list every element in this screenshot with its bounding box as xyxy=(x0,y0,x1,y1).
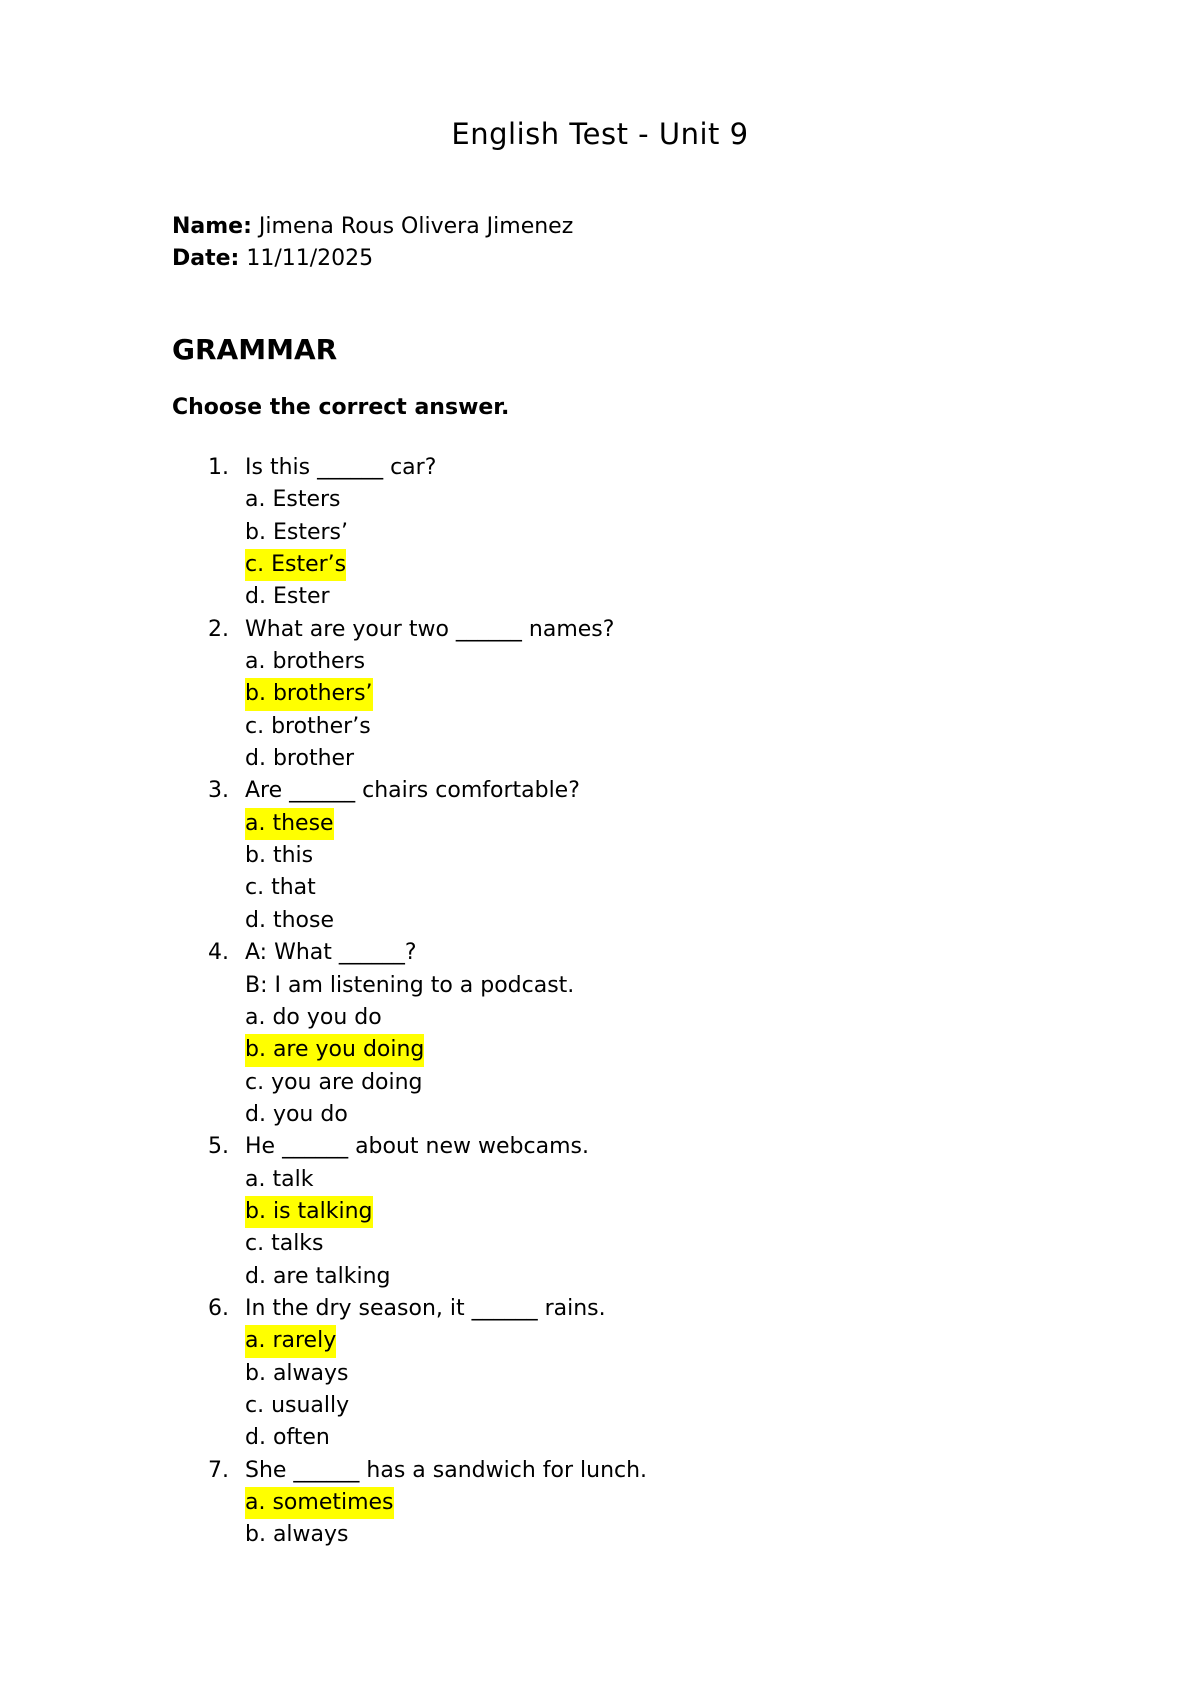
question-line xyxy=(172,614,1072,646)
question-text: Are ______ chairs comfortable? xyxy=(245,778,580,804)
question-line xyxy=(172,1131,1072,1163)
highlighted-answer-option: a. these xyxy=(245,808,334,840)
highlighted-answer-option: b. are you doing xyxy=(245,1034,424,1066)
answer-option-row xyxy=(172,1261,1072,1293)
answer-option-row xyxy=(172,872,1072,904)
answer-option: c. you are doing xyxy=(245,1069,423,1095)
answer-option-row xyxy=(172,1196,1072,1228)
page-title: English Test - Unit 9 xyxy=(451,117,749,151)
answer-option-row xyxy=(172,1358,1072,1390)
answer-option-row xyxy=(172,1519,1072,1551)
question-number: 3. xyxy=(208,778,229,804)
answer-option: a. do you do xyxy=(245,1004,382,1030)
answer-option: a. talk xyxy=(245,1166,314,1192)
answer-option-row xyxy=(172,1487,1072,1519)
name-label: Name: xyxy=(172,214,252,239)
question-number: 5. xyxy=(208,1134,229,1160)
highlighted-answer-option: c. Ester’s xyxy=(245,549,346,581)
question-number: 4. xyxy=(208,940,229,966)
answer-option: d. often xyxy=(245,1425,330,1451)
question-item xyxy=(172,937,1072,1131)
question-text: What are your two ______ names? xyxy=(245,616,615,642)
question-text: Is this ______ car? xyxy=(245,455,437,480)
question-item xyxy=(172,1293,1072,1455)
question-item xyxy=(172,1131,1072,1293)
highlighted-answer-option: b. brothers’ xyxy=(245,678,373,710)
question-number: 2. xyxy=(208,616,229,642)
name-value: Jimena Rous Olivera Jimenez xyxy=(258,214,574,239)
answer-option-row xyxy=(172,1164,1072,1196)
answer-option-row xyxy=(172,743,1072,775)
question-line xyxy=(172,1293,1072,1325)
answer-option-row xyxy=(172,1067,1072,1099)
answer-option: b. always xyxy=(245,1360,349,1386)
answer-option-row xyxy=(172,1002,1072,1034)
question-text: She ______ has a sandwich for lunch. xyxy=(245,1457,648,1483)
highlighted-answer-option: a. sometimes xyxy=(245,1487,394,1519)
answer-option-row xyxy=(172,517,1072,549)
question-item xyxy=(172,452,1072,614)
answer-option-row xyxy=(172,1390,1072,1422)
name-row xyxy=(172,211,573,243)
question-item xyxy=(172,775,1072,937)
answer-option-row xyxy=(172,808,1072,840)
answer-option: d. those xyxy=(245,907,334,933)
question-line xyxy=(172,775,1072,807)
question-item xyxy=(172,1455,1072,1552)
question-text: He ______ about new webcams. xyxy=(245,1134,589,1160)
answer-option-row xyxy=(172,1325,1072,1357)
answer-option-row xyxy=(172,1228,1072,1260)
answer-option: a. brothers xyxy=(245,649,366,675)
date-row xyxy=(172,243,573,275)
question-text: B: I am listening to a podcast. xyxy=(245,972,575,998)
question-line xyxy=(172,1455,1072,1487)
answer-option-row xyxy=(172,549,1072,581)
answer-option-row xyxy=(172,1422,1072,1454)
date-label: Date: xyxy=(172,246,240,271)
answer-option-row xyxy=(172,678,1072,710)
answer-option: c. that xyxy=(245,875,316,901)
section-heading: GRAMMAR xyxy=(172,333,338,366)
instruction-text: Choose the correct answer. xyxy=(172,395,510,420)
question-number: 7. xyxy=(208,1457,229,1483)
question-line xyxy=(172,937,1072,969)
answer-option: b. Esters’ xyxy=(245,519,348,545)
answer-option: d. you do xyxy=(245,1101,348,1127)
question-text: In the dry season, it ______ rains. xyxy=(245,1295,606,1321)
answer-option: c. brother’s xyxy=(245,713,371,739)
answer-option: d. brother xyxy=(245,746,355,772)
answer-option-row xyxy=(172,905,1072,937)
answer-option: d. Ester xyxy=(245,584,330,610)
question-line-continued xyxy=(172,970,1072,1002)
question-text: A: What ______? xyxy=(245,940,417,966)
student-info xyxy=(172,211,573,275)
question-line xyxy=(172,452,1072,484)
answer-option: d. are talking xyxy=(245,1263,391,1289)
answer-option-row xyxy=(172,1034,1072,1066)
answer-option-row xyxy=(172,840,1072,872)
answer-option-row xyxy=(172,484,1072,516)
answer-option-row xyxy=(172,581,1072,613)
answer-option-row xyxy=(172,646,1072,678)
highlighted-answer-option: a. rarely xyxy=(245,1325,336,1357)
question-number: 6. xyxy=(208,1295,229,1321)
answer-option: c. usually xyxy=(245,1392,350,1418)
date-value: 11/11/2025 xyxy=(246,246,374,271)
answer-option: b. this xyxy=(245,843,314,869)
answer-option: b. always xyxy=(245,1522,349,1548)
highlighted-answer-option: b. is talking xyxy=(245,1196,373,1228)
answer-option-row xyxy=(172,1099,1072,1131)
answer-option: c. talks xyxy=(245,1231,324,1257)
answer-option: a. Esters xyxy=(245,487,341,513)
answer-option-row xyxy=(172,711,1072,743)
question-list xyxy=(172,452,1072,1552)
question-item xyxy=(172,614,1072,776)
question-number: 1. xyxy=(208,455,229,480)
